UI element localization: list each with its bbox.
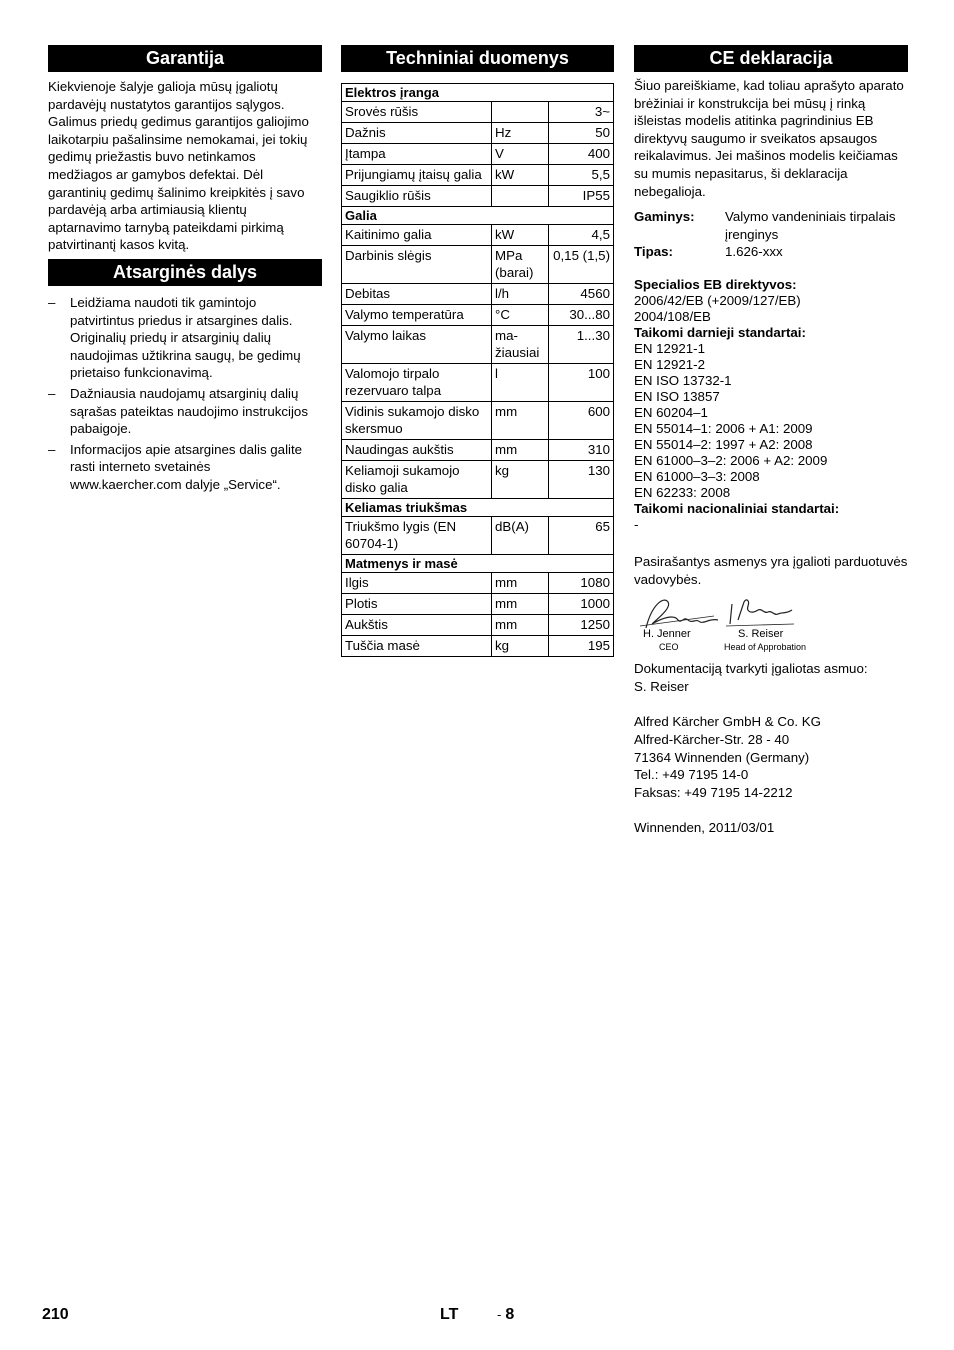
row-label: Valymo temperatūra <box>342 305 492 326</box>
page-number: 210 <box>42 1306 69 1323</box>
table-row <box>342 144 614 165</box>
type-value: 1.626-xxx <box>725 244 783 260</box>
ce-heading: CE deklaracija <box>634 45 908 72</box>
footer-dash: - <box>497 1307 502 1322</box>
list-item: EN 61000–3–2: 2006 + A2: 2009 <box>634 452 828 468</box>
row-value: 600 <box>549 402 614 440</box>
row-unit <box>492 186 549 207</box>
row-label: Naudingas aukštis <box>342 440 492 461</box>
row-value: 400 <box>549 144 614 165</box>
list-item: EN 61000–3–3: 2008 <box>634 468 760 484</box>
row-value: IP55 <box>549 186 614 207</box>
address-line: Alfred-Kärcher-Str. 28 - 40 <box>634 731 790 747</box>
tech-table <box>341 83 614 657</box>
list-item: 2004/108/EB <box>634 308 711 324</box>
table-row <box>342 440 614 461</box>
row-label: Ilgis <box>342 573 492 594</box>
row-unit: mm <box>492 402 549 440</box>
ce-intro: Šiuo pareiškiame, kad toliau aprašyto aparato brėžiniai ir konstrukcija bei mūsų į rinką išleistas modelis atitinka pagrindinius EB direktyvų saugumo ir sveikatos apsaugos reikalavimus. Jei mašinos modelis keičiamas su mumis nepasitarus, ši deklaracija nebegalioja. <box>634 78 904 199</box>
table-row <box>342 225 614 246</box>
row-value: 310 <box>549 440 614 461</box>
spare-parts-list <box>48 294 322 494</box>
row-unit: dB(A) <box>492 517 549 555</box>
signatories-note: Pasirašantys asmenys yra įgalioti parduotuvės vadovybės. <box>634 553 908 587</box>
column-ce <box>634 45 908 837</box>
row-label: Prijungiamų įtaisų galia <box>342 165 492 186</box>
row-unit: °C <box>492 305 549 326</box>
row-value: 65 <box>549 517 614 555</box>
row-value: 4560 <box>549 284 614 305</box>
row-label: Debitas <box>342 284 492 305</box>
table-row <box>342 186 614 207</box>
row-unit: mm <box>492 594 549 615</box>
address-line: Alfred Kärcher GmbH & Co. KG <box>634 714 821 730</box>
signer1-role: CEO <box>659 642 679 653</box>
table-row <box>342 402 614 440</box>
table-row <box>342 615 614 636</box>
place-date: Winnenden, 2011/03/01 <box>634 820 775 836</box>
list-item: EN 12921-2 <box>634 356 705 372</box>
row-unit: Hz <box>492 123 549 144</box>
doc-line: S. Reiser <box>634 678 689 694</box>
doc-line: Dokumentaciją tvarkyti įgaliotas asmuo: <box>634 661 868 677</box>
product-value: Valymo vandeniniais tirpalais įrenginys <box>725 209 896 242</box>
row-unit: kg <box>492 636 549 657</box>
row-unit <box>492 102 549 123</box>
table-row <box>342 305 614 326</box>
spare-parts-heading: Atsarginės dalys <box>48 259 322 286</box>
company-address <box>634 713 908 801</box>
row-unit: kW <box>492 165 549 186</box>
row-label: Vidinis sukamojo disko skersmuo <box>342 402 492 440</box>
list-item: EN 55014–2: 1997 + A2: 2008 <box>634 436 813 452</box>
list-item: EN 60204–1 <box>634 404 708 420</box>
list-item: EN 62233: 2008 <box>634 484 731 500</box>
list-item: – Informacijos apie atsargines dalis galite rasti interneto svetainės www.kaercher.com dalyje „Service“. <box>48 441 322 494</box>
list-item: 2006/42/EB (+2009/127/EB) <box>634 292 801 308</box>
row-unit: MPa (barai) <box>492 246 549 284</box>
row-label: Aukštis <box>342 615 492 636</box>
row-value: 130 <box>549 461 614 499</box>
language-code: LT <box>440 1306 459 1323</box>
table-row <box>342 326 614 364</box>
signer2-role: Head of Approbation <box>724 642 807 653</box>
table-row <box>342 246 614 284</box>
table-section-header: Galia <box>342 207 614 225</box>
address-line: Faksas: +49 7195 14-2212 <box>634 784 793 800</box>
tech-heading: Techniniai duomenys <box>341 45 614 72</box>
row-unit: l/h <box>492 284 549 305</box>
section-number <box>497 1306 514 1324</box>
national-value: - <box>634 516 639 532</box>
row-label: Triukšmo lygis (EN 60704-1) <box>342 517 492 555</box>
type-row <box>634 243 908 261</box>
product-row <box>634 208 908 243</box>
signer1-name: H. Jenner <box>643 628 691 641</box>
column-tech <box>341 45 614 657</box>
product-label: Gaminys: <box>634 209 695 225</box>
row-unit: l <box>492 364 549 402</box>
row-value: 0,15 (1,5) <box>549 246 614 284</box>
signer2-name: S. Reiser <box>738 628 784 641</box>
table-section-header: Matmenys ir masė <box>342 555 614 573</box>
row-label: Keliamoji sukamojo disko galia <box>342 461 492 499</box>
row-value: 195 <box>549 636 614 657</box>
list-item: – Dažniausia naudojamų atsarginių dalių sąrašas pateiktas naudojimo instrukcijos pabaigoje. <box>48 385 322 438</box>
row-value: 100 <box>549 364 614 402</box>
row-value: 30...80 <box>549 305 614 326</box>
row-label: Srovės rūšis <box>342 102 492 123</box>
warranty-text: Kiekvienoje šalyje galioja mūsų įgaliotų pardavėjų nustatytos garantijos sąlygos. Galimus priedų gedimus garantijos galiojimo laikotarpiu pašalinsime nemokamai, jei tokių gedimų priežastis buvo netinkamos medžiagos ar gamybos defektai. Dėl garantinių gedimų šalinimo kreipkitės į savo pardavėją arba artimiausią klientų aptarnavimo tarnybą pateikdami pirkimą patvirtinantį kasos kvitą. <box>48 79 309 253</box>
row-unit: kg <box>492 461 549 499</box>
list-item: EN ISO 13857 <box>634 388 720 404</box>
row-value: 4,5 <box>549 225 614 246</box>
table-section-header: Elektros įranga <box>342 84 614 102</box>
list-item: EN 12921-1 <box>634 340 705 356</box>
list-item: – Leidžiama naudoti tik gamintojo patvirtintus priedus ir atsargines dalis. Originalių priedų ir atsarginių dalių naudojimas užtikrina saugų, be gedimų prietaiso funkcionavimą. <box>48 294 322 382</box>
warranty-heading: Garantija <box>48 45 322 72</box>
row-value: 1250 <box>549 615 614 636</box>
address-line: 71364 Winnenden (Germany) <box>634 749 810 765</box>
row-label: Saugiklio rūšis <box>342 186 492 207</box>
footer-section: 8 <box>505 1306 515 1323</box>
row-label: Kaitinimo galia <box>342 225 492 246</box>
row-value: 5,5 <box>549 165 614 186</box>
national-title: Taikomi nacionaliniai standartai: <box>634 500 840 516</box>
address-line: Tel.: +49 7195 14-0 <box>634 767 749 783</box>
column-warranty <box>48 45 322 496</box>
row-value: 3~ <box>549 102 614 123</box>
directives-title: Specialios EB direktyvos: <box>634 276 797 292</box>
row-unit: mm <box>492 440 549 461</box>
table-row <box>342 165 614 186</box>
row-unit: mm <box>492 615 549 636</box>
row-label: Darbinis slėgis <box>342 246 492 284</box>
row-value: 1080 <box>549 573 614 594</box>
row-value: 50 <box>549 123 614 144</box>
row-unit: kW <box>492 225 549 246</box>
row-label: Įtampa <box>342 144 492 165</box>
row-value: 1...30 <box>549 326 614 364</box>
row-unit: ma-žiausiai <box>492 326 549 364</box>
list-item: EN ISO 13732-1 <box>634 372 732 388</box>
table-row <box>342 102 614 123</box>
row-label: Valymo laikas <box>342 326 492 364</box>
table-row <box>342 123 614 144</box>
row-label: Valomojo tirpalo rezervuaro talpa <box>342 364 492 402</box>
table-row <box>342 517 614 555</box>
list-item: EN 55014–1: 2006 + A1: 2009 <box>634 420 813 436</box>
table-section-header: Keliamas triukšmas <box>342 499 614 517</box>
doc-responsible <box>634 660 908 695</box>
table-row <box>342 284 614 305</box>
table-row <box>342 573 614 594</box>
table-row <box>342 594 614 615</box>
row-unit: V <box>492 144 549 165</box>
table-row <box>342 636 614 657</box>
row-label: Tuščia masė <box>342 636 492 657</box>
row-label: Plotis <box>342 594 492 615</box>
row-unit: mm <box>492 573 549 594</box>
row-value: 1000 <box>549 594 614 615</box>
standards-block <box>634 277 908 533</box>
table-row <box>342 461 614 499</box>
type-label: Tipas: <box>634 244 673 260</box>
harmonized-title: Taikomi darnieji standartai: <box>634 324 806 340</box>
signature-block <box>634 594 908 654</box>
table-row <box>342 364 614 402</box>
row-label: Dažnis <box>342 123 492 144</box>
product-info <box>634 208 908 261</box>
